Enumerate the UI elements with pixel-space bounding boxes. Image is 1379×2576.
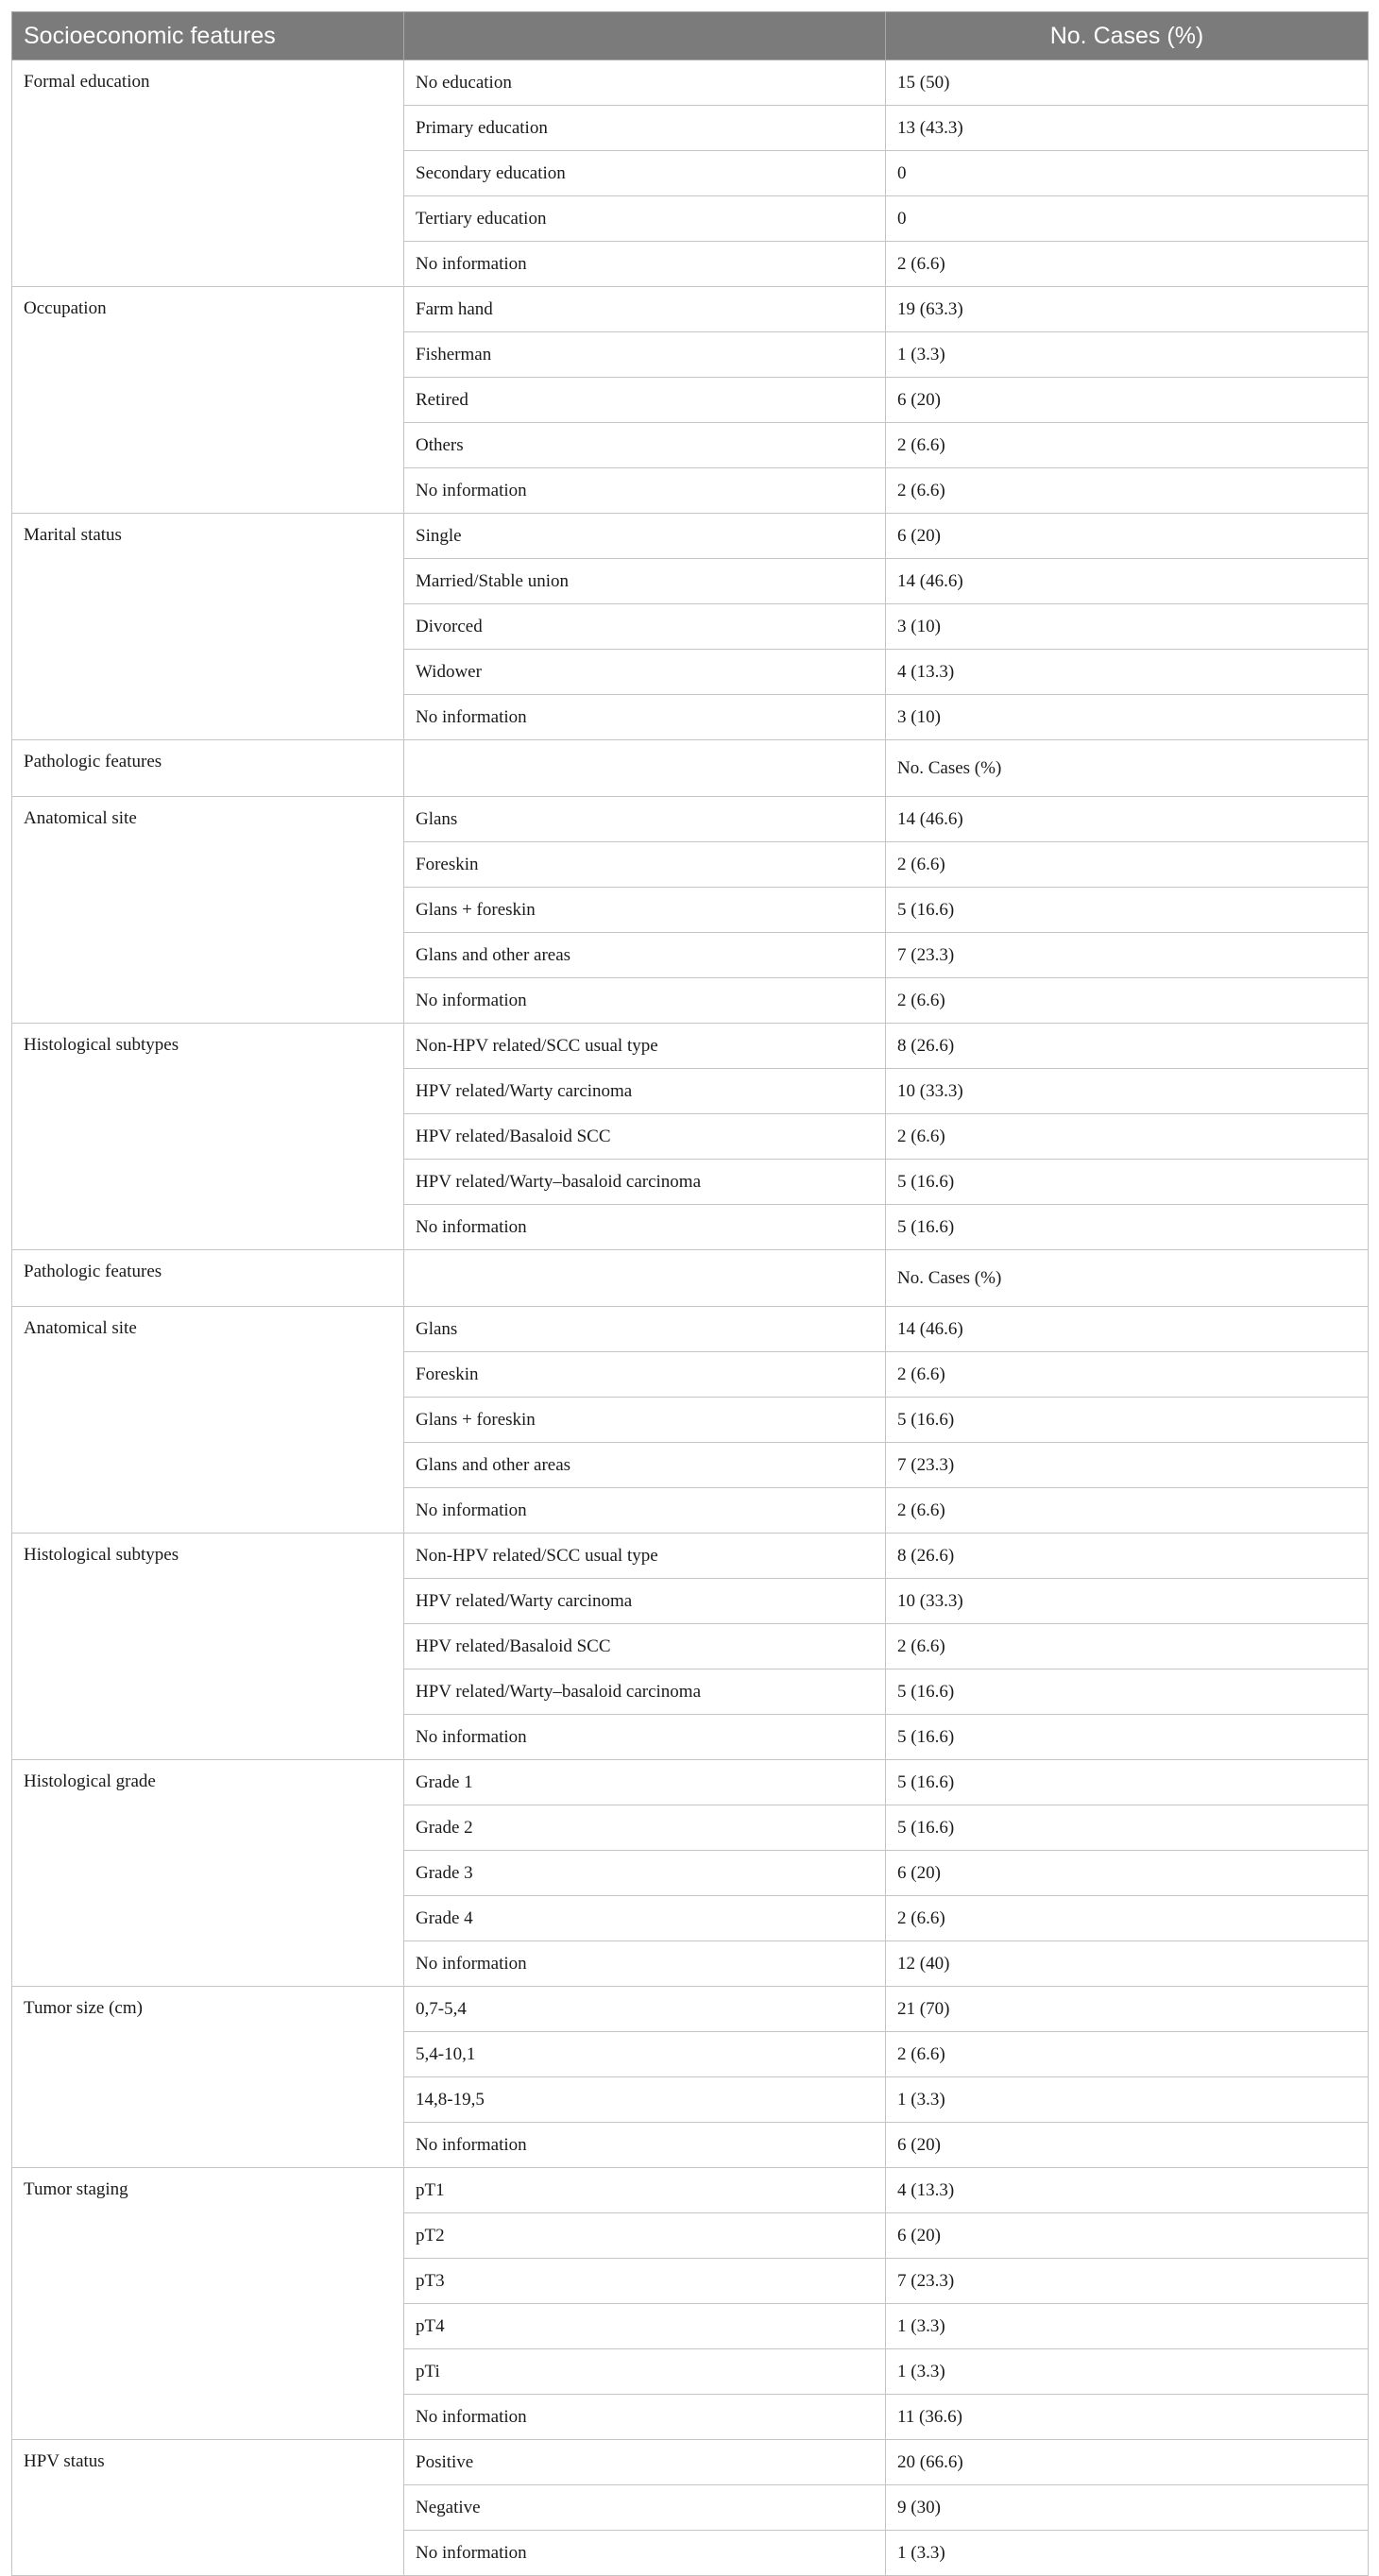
- category-cell: Glans: [404, 797, 886, 842]
- category-cell: Grade 1: [404, 1760, 886, 1805]
- cases-cell: 7 (23.3): [886, 2259, 1369, 2304]
- category-cell: Negative: [404, 2485, 886, 2531]
- category-cell: Grade 2: [404, 1805, 886, 1851]
- category-cell: pT4: [404, 2304, 886, 2349]
- feature-cell: Marital status: [12, 514, 404, 740]
- category-cell: Farm hand: [404, 287, 886, 332]
- cases-cell: 2 (6.6): [886, 978, 1369, 1024]
- category-cell: pTi: [404, 2349, 886, 2395]
- category-cell: Glans + foreskin: [404, 1398, 886, 1443]
- cases-cell: No. Cases (%): [886, 740, 1369, 797]
- table-body: [12, 60, 1369, 2576]
- category-cell: No information: [404, 468, 886, 514]
- cases-cell: 2 (6.6): [886, 242, 1369, 287]
- category-cell: 5,4-10,1: [404, 2032, 886, 2077]
- category-cell: No education: [404, 60, 886, 106]
- cases-cell: 0: [886, 151, 1369, 196]
- cases-cell: 14 (46.6): [886, 797, 1369, 842]
- cases-cell: 14 (46.6): [886, 559, 1369, 604]
- cases-cell: 12 (40): [886, 1941, 1369, 1987]
- cases-cell: 2 (6.6): [886, 1896, 1369, 1941]
- cases-cell: 4 (13.3): [886, 650, 1369, 695]
- cases-cell: 5 (16.6): [886, 1805, 1369, 1851]
- category-cell: pT1: [404, 2168, 886, 2213]
- cases-cell: 1 (3.3): [886, 2077, 1369, 2123]
- category-cell: Non-HPV related/SCC usual type: [404, 1024, 886, 1069]
- category-cell: No information: [404, 2395, 886, 2440]
- category-cell: 0,7-5,4: [404, 1987, 886, 2032]
- cases-cell: 2 (6.6): [886, 842, 1369, 888]
- table-row: [12, 797, 1369, 842]
- table-header: [12, 12, 1369, 60]
- feature-cell: Histological grade: [12, 1760, 404, 1987]
- cases-cell: 5 (16.6): [886, 1669, 1369, 1715]
- category-cell: HPV related/Warty carcinoma: [404, 1579, 886, 1624]
- header-category: [404, 12, 886, 60]
- cases-cell: 5 (16.6): [886, 888, 1369, 933]
- cases-cell: 2 (6.6): [886, 1114, 1369, 1160]
- category-cell: Fisherman: [404, 332, 886, 378]
- category-cell: [404, 740, 886, 797]
- cases-cell: 10 (33.3): [886, 1069, 1369, 1114]
- category-cell: Grade 4: [404, 1896, 886, 1941]
- feature-cell: Histological subtypes: [12, 1024, 404, 1250]
- table-row: [12, 1760, 1369, 1805]
- category-cell: Glans: [404, 1307, 886, 1352]
- category-cell: Secondary education: [404, 151, 886, 196]
- feature-cell: Histological subtypes: [12, 1534, 404, 1760]
- category-cell: Married/Stable union: [404, 559, 886, 604]
- cases-cell: 7 (23.3): [886, 1443, 1369, 1488]
- category-cell: No information: [404, 2531, 886, 2576]
- cases-cell: 21 (70): [886, 1987, 1369, 2032]
- category-cell: No information: [404, 1205, 886, 1250]
- cases-cell: 6 (20): [886, 378, 1369, 423]
- category-cell: No information: [404, 1715, 886, 1760]
- table-row: [12, 1534, 1369, 1579]
- cases-cell: 5 (16.6): [886, 1715, 1369, 1760]
- category-cell: Divorced: [404, 604, 886, 650]
- cases-cell: 5 (16.6): [886, 1160, 1369, 1205]
- cases-cell: 1 (3.3): [886, 2531, 1369, 2576]
- category-cell: No information: [404, 1488, 886, 1534]
- cases-cell: 7 (23.3): [886, 933, 1369, 978]
- cases-cell: 13 (43.3): [886, 106, 1369, 151]
- category-cell: HPV related/Warty carcinoma: [404, 1069, 886, 1114]
- data-table-container: [11, 11, 1368, 2576]
- category-cell: pT2: [404, 2213, 886, 2259]
- cases-cell: 4 (13.3): [886, 2168, 1369, 2213]
- feature-cell: Occupation: [12, 287, 404, 514]
- category-cell: Primary education: [404, 106, 886, 151]
- table-row: [12, 1250, 1369, 1307]
- header-row: [12, 12, 1369, 60]
- feature-cell: Tumor size (cm): [12, 1987, 404, 2168]
- category-cell: No information: [404, 695, 886, 740]
- cases-cell: 6 (20): [886, 2123, 1369, 2168]
- cases-cell: 1 (3.3): [886, 2304, 1369, 2349]
- cases-cell: 10 (33.3): [886, 1579, 1369, 1624]
- table-row: [12, 514, 1369, 559]
- table-row: [12, 1024, 1369, 1069]
- cases-cell: 19 (63.3): [886, 287, 1369, 332]
- category-cell: Grade 3: [404, 1851, 886, 1896]
- feature-cell: Anatomical site: [12, 1307, 404, 1534]
- cases-cell: 2 (6.6): [886, 468, 1369, 514]
- category-cell: Glans and other areas: [404, 933, 886, 978]
- cases-cell: 15 (50): [886, 60, 1369, 106]
- category-cell: HPV related/Warty–basaloid carcinoma: [404, 1160, 886, 1205]
- cases-cell: No. Cases (%): [886, 1250, 1369, 1307]
- cases-cell: 3 (10): [886, 604, 1369, 650]
- cases-cell: 9 (30): [886, 2485, 1369, 2531]
- table-row: [12, 60, 1369, 106]
- table-row: [12, 287, 1369, 332]
- cases-cell: 5 (16.6): [886, 1760, 1369, 1805]
- category-cell: No information: [404, 978, 886, 1024]
- category-cell: No information: [404, 242, 886, 287]
- table-row: [12, 1307, 1369, 1352]
- category-cell: HPV related/Warty–basaloid carcinoma: [404, 1669, 886, 1715]
- category-cell: HPV related/Basaloid SCC: [404, 1114, 886, 1160]
- category-cell: Foreskin: [404, 1352, 886, 1398]
- category-cell: Single: [404, 514, 886, 559]
- feature-cell: Pathologic features: [12, 740, 404, 797]
- cases-cell: 2 (6.6): [886, 1624, 1369, 1669]
- cases-cell: 2 (6.6): [886, 2032, 1369, 2077]
- cases-cell: 6 (20): [886, 1851, 1369, 1896]
- cases-cell: 8 (26.6): [886, 1534, 1369, 1579]
- cases-cell: 14 (46.6): [886, 1307, 1369, 1352]
- category-cell: Widower: [404, 650, 886, 695]
- category-cell: No information: [404, 1941, 886, 1987]
- category-cell: Others: [404, 423, 886, 468]
- cases-cell: 8 (26.6): [886, 1024, 1369, 1069]
- category-cell: pT3: [404, 2259, 886, 2304]
- header-cases: No. Cases (%): [886, 12, 1369, 60]
- cases-cell: 6 (20): [886, 2213, 1369, 2259]
- feature-cell: Tumor staging: [12, 2168, 404, 2440]
- category-cell: Glans and other areas: [404, 1443, 886, 1488]
- feature-cell: Pathologic features: [12, 1250, 404, 1307]
- table-row: [12, 2168, 1369, 2213]
- cases-cell: 20 (66.6): [886, 2440, 1369, 2485]
- cases-cell: 5 (16.6): [886, 1205, 1369, 1250]
- cases-cell: 1 (3.3): [886, 332, 1369, 378]
- category-cell: HPV related/Basaloid SCC: [404, 1624, 886, 1669]
- category-cell: [404, 1250, 886, 1307]
- cases-cell: 2 (6.6): [886, 1352, 1369, 1398]
- category-cell: Non-HPV related/SCC usual type: [404, 1534, 886, 1579]
- category-cell: Retired: [404, 378, 886, 423]
- category-cell: Tertiary education: [404, 196, 886, 242]
- cases-cell: 2 (6.6): [886, 423, 1369, 468]
- cases-cell: 0: [886, 196, 1369, 242]
- category-cell: Glans + foreskin: [404, 888, 886, 933]
- category-cell: No information: [404, 2123, 886, 2168]
- category-cell: Positive: [404, 2440, 886, 2485]
- cases-cell: 2 (6.6): [886, 1488, 1369, 1534]
- category-cell: Foreskin: [404, 842, 886, 888]
- data-table: [11, 11, 1369, 2576]
- cases-cell: 1 (3.3): [886, 2349, 1369, 2395]
- feature-cell: HPV status: [12, 2440, 404, 2576]
- cases-cell: 5 (16.6): [886, 1398, 1369, 1443]
- cases-cell: 3 (10): [886, 695, 1369, 740]
- cases-cell: 6 (20): [886, 514, 1369, 559]
- category-cell: 14,8-19,5: [404, 2077, 886, 2123]
- feature-cell: Anatomical site: [12, 797, 404, 1024]
- feature-cell: Formal education: [12, 60, 404, 287]
- table-row: [12, 1987, 1369, 2032]
- cases-cell: 11 (36.6): [886, 2395, 1369, 2440]
- table-row: [12, 740, 1369, 797]
- header-feature: Socioeconomic features: [12, 12, 404, 60]
- table-row: [12, 2440, 1369, 2485]
